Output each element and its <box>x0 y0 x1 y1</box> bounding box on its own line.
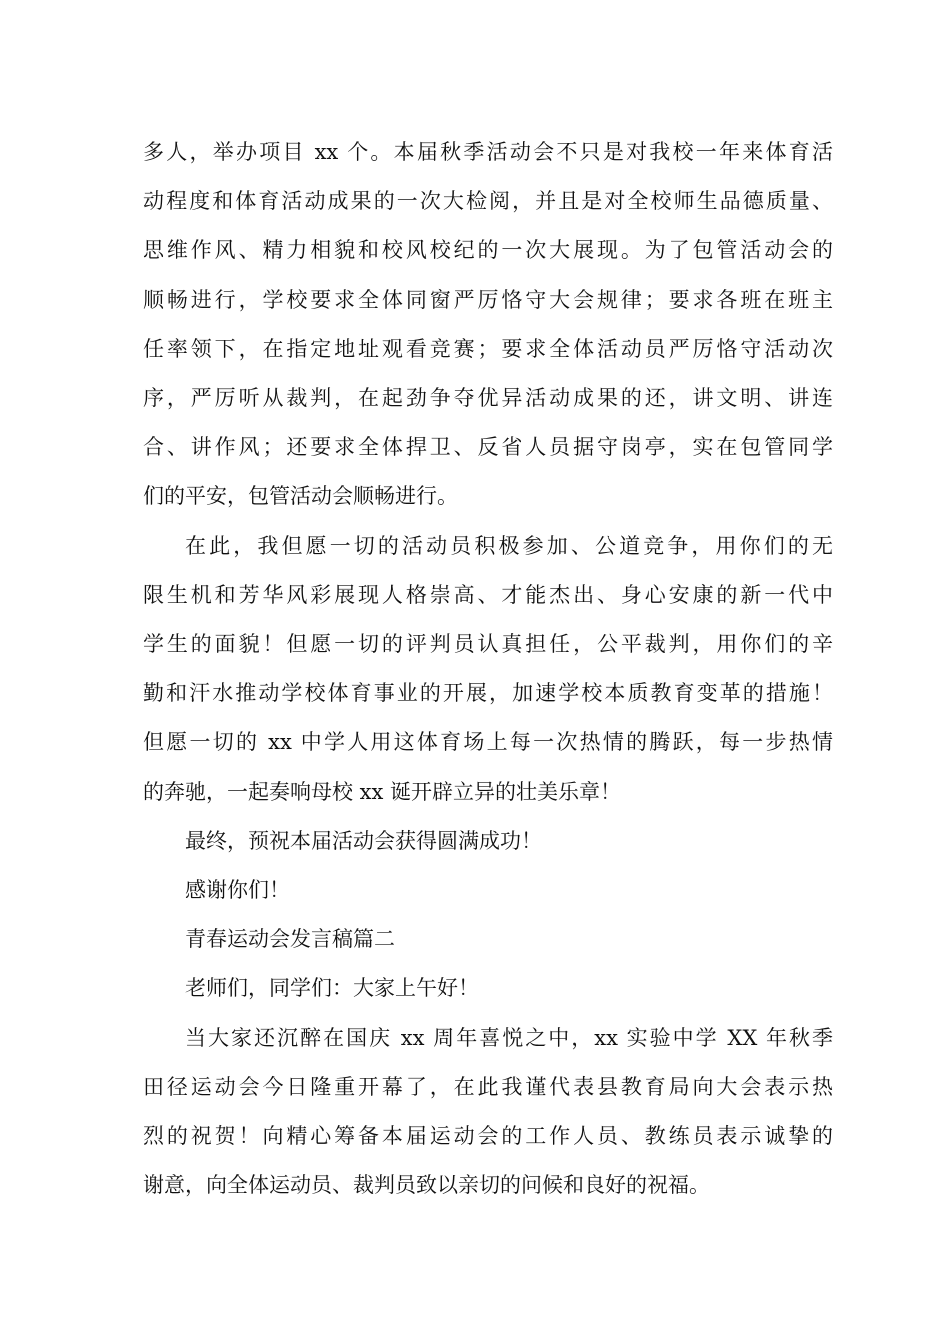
text-line: 多人，举办项目 xx 个。本届秋季活动会不只是对我校一年来体育活 <box>143 140 833 164</box>
paragraph-1 <box>143 128 833 522</box>
text-line: 烈的祝贺！向精心筹备本届运动会的工作人员、教练员表示诚挚的 <box>143 1124 833 1149</box>
greeting-line: 老师们，同学们：大家上午好！ <box>185 976 479 1001</box>
closing-wish: 最终，预祝本届活动会获得圆满成功！ <box>185 828 542 853</box>
text-line: 学生的面貌！但愿一切的评判员认真担任，公平裁判，用你们的辛 <box>143 632 833 657</box>
text-line: 谢意，向全体运动员、裁判员致以亲切的问候和良好的祝福。 <box>143 1173 710 1198</box>
text-line: 当大家还沉醉在国庆 xx 周年喜悦之中，xx 实验中学 XX 年秋季 <box>185 1025 833 1050</box>
text-line: 们的平安，包管活动会顺畅进行。 <box>143 484 458 509</box>
section-title: 青春运动会发言稿篇二 <box>185 927 395 952</box>
text-line: 但愿一切的 xx 中学人用这体育场上每一次热情的腾跃，每一步热情 <box>143 730 833 755</box>
text-line: 顺畅进行，学校要求全体同窗严厉恪守大会规律；要求各班在班主 <box>143 287 833 312</box>
text-line: 的奔驰，一起奏响母校 xx 诞开辟立异的壮美乐章！ <box>143 779 622 804</box>
text-line: 合、讲作风；还要求全体捍卫、反省人员据守岗亭，实在包管同学 <box>143 435 833 460</box>
text-line: 勤和汗水推动学校体育事业的开展，加速学校本质教育变革的措施！ <box>143 681 833 706</box>
text-line: 在此，我但愿一切的活动员积极参加、公道竞争，用你们的无 <box>185 533 833 558</box>
text-line: 限生机和芳华风彩展现人格崇高、才能杰出、身心安康的新一代中 <box>143 582 833 607</box>
paragraph-3 <box>143 1014 833 1211</box>
text-line: 思维作风、精力相貌和校风校纪的一次大展现。为了包管活动会的 <box>143 238 833 263</box>
text-line: 田径运动会今日隆重开幕了，在此我谨代表县教育局向大会表示热 <box>143 1074 833 1099</box>
document-body <box>143 128 833 1210</box>
paragraph-2 <box>143 522 833 817</box>
text-line: 动程度和体育活动成果的一次大检阅，并且是对全校师生品德质量、 <box>143 189 833 214</box>
text-line: 序，严厉听从裁判，在起劲争夺优异活动成果的还，讲文明、讲连 <box>143 386 833 411</box>
thanks-line: 感谢你们！ <box>185 878 290 903</box>
text-line: 任率领下，在指定地址观看竞赛；要求全体活动员严厉恪守活动次 <box>143 336 833 361</box>
